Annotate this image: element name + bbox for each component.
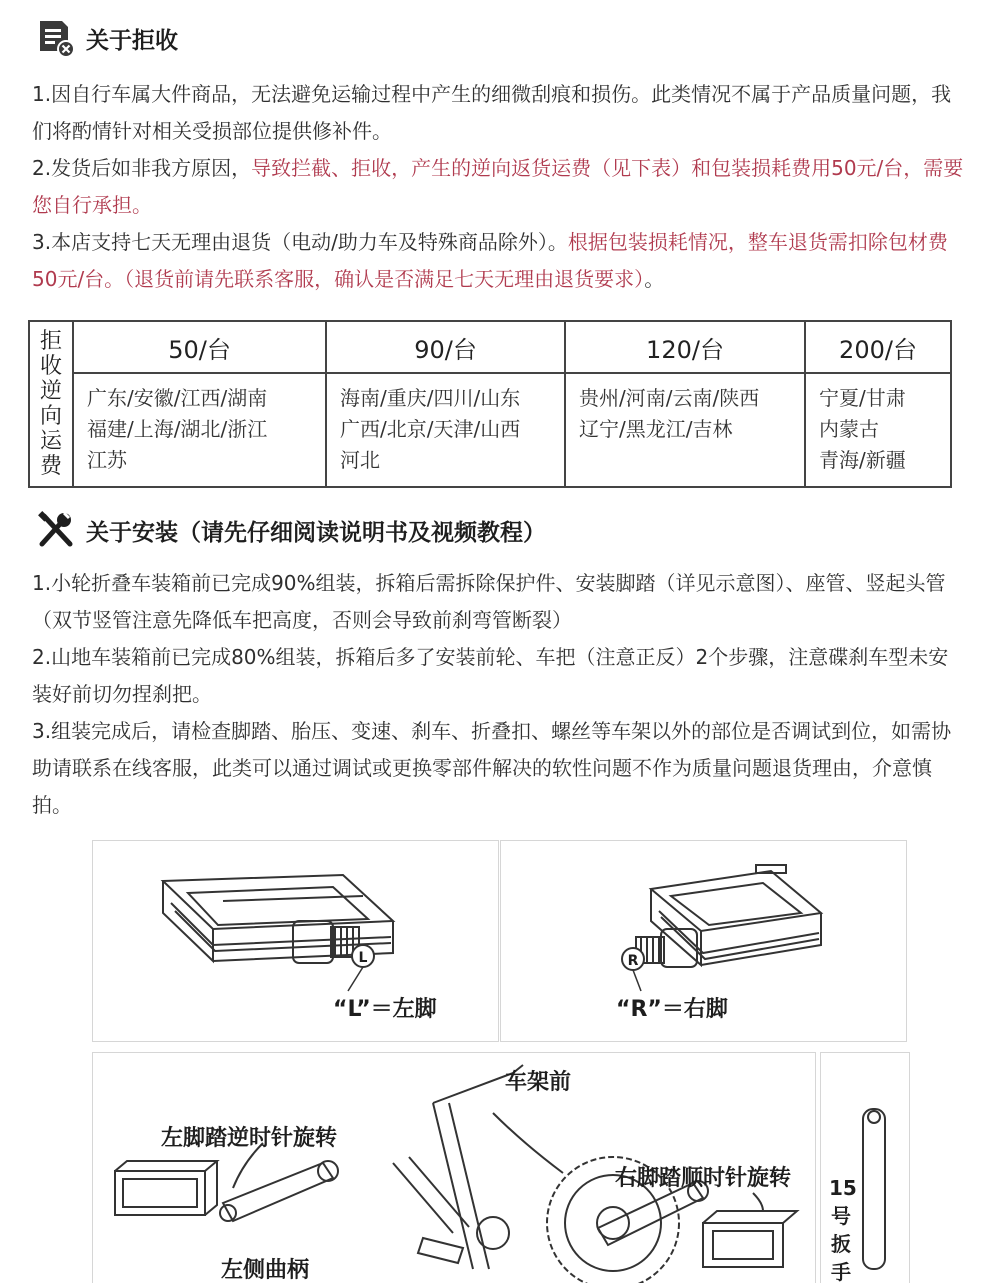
regions-cell-90 [326, 373, 565, 487]
wrench-panel [820, 1052, 910, 1283]
side-char: 向 [39, 404, 62, 429]
region-line: 海南/重庆/四川/山东 [340, 386, 521, 410]
region-line: 辽宁/黑龙江/吉林 [579, 417, 733, 441]
right-pedal-drawing [501, 841, 906, 1041]
install-paragraph-1: 1.小轮折叠车装箱前已完成90%组装，拆箱后需拆除保护件、安装脚踏（详见示意图）、座管、竖起头管（双节竖管注意先降低车把高度，否则会导致前刹弯管断裂） [32, 571, 946, 632]
crank-install-panel [92, 1052, 816, 1283]
rejection-p3-highlight: 根据包装损耗情况，整车退货需扣除包材费50元/台。（退货前请先联系客服，确认是否满足七天无理由退货要求） [32, 230, 948, 291]
price-header-120: 120/台 [565, 321, 805, 373]
side-char: 拒 [39, 329, 62, 354]
side-char: 费 [39, 454, 62, 479]
left-pedal-drawing [93, 841, 498, 1041]
frame-front-label: 车架前 [505, 1070, 572, 1095]
wrench-label-4: 手 [831, 1260, 851, 1283]
left-pedal-caption: “L”＝左脚 [333, 997, 437, 1022]
install-paragraph-2: 2.山地车装箱前已完成80%组装，拆箱后多了安装前轮、车把（注意正反）2个步骤，注意碟刹车型未安装好前切勿捏刹把。 [32, 645, 949, 706]
left-rotate-label: 左脚踏逆时针旋转 [161, 1126, 338, 1151]
region-line: 内蒙古 [819, 417, 879, 441]
rejection-p3-normal: 3.本店支持七天无理由退货（电动/助力车及特殊商品除外）。 [32, 230, 568, 254]
install-heading [36, 510, 546, 550]
region-line: 河北 [340, 448, 380, 472]
rejection-p2-normal: 2.发货后如非我方原因， [32, 156, 252, 180]
region-line: 江苏 [87, 448, 127, 472]
price-header-90: 90/台 [326, 321, 565, 373]
side-char: 收 [39, 354, 62, 379]
regions-cell-120 [565, 373, 805, 487]
rejection-paragraph-2 [32, 150, 967, 224]
wrench-drawing [821, 1053, 909, 1283]
right-pedal-mark: R [627, 953, 639, 969]
price-header-50: 50/台 [73, 321, 326, 373]
rejection-p2-highlight: 导致拦截、拒收，产生的逆向返货运费（见下表）和包装损耗费用50元/台，需要您自行承担。 [32, 156, 964, 217]
rejection-p3-end: 。 [644, 267, 665, 291]
wrench-label-2: 号 [831, 1204, 851, 1228]
left-crank-label: 左侧曲柄 [221, 1258, 310, 1283]
left-pedal-mark: L [358, 950, 368, 966]
side-char: 运 [39, 429, 62, 454]
wrench-label-1: 15 [829, 1176, 857, 1200]
install-paragraph-3: 3.组装完成后，请检查脚踏、胎压、变速、刹车、折叠扣、螺丝等车架以外的部位是否调试到位，如需协助请联系在线客服，此类可以通过调试或更换零部件解决的软性问题不作为质量问题退货理由，介意慎拍。 [32, 719, 952, 817]
region-line: 福建/上海/湖北/浙江 [87, 417, 268, 441]
side-char: 逆 [39, 379, 62, 404]
crank-install-drawing [93, 1053, 815, 1283]
rejection-heading [36, 18, 178, 58]
wrench-label-3: 扳 [831, 1232, 851, 1256]
regions-cell-50 [73, 373, 326, 487]
price-header-200: 200/台 [805, 321, 951, 373]
table-side-label [29, 321, 73, 487]
region-line: 贵州/河南/云南/陕西 [579, 386, 760, 410]
right-pedal-caption: “R”＝右脚 [616, 997, 728, 1022]
install-title: 关于安装（请先仔细阅读说明书及视频教程） [86, 519, 546, 546]
right-pedal-panel [500, 840, 907, 1042]
rejection-title: 关于拒收 [86, 27, 178, 54]
region-line: 广东/安徽/江西/湖南 [87, 386, 268, 410]
right-rotate-label: 右脚踏顺时针旋转 [615, 1166, 792, 1191]
tools-icon [36, 510, 76, 550]
return-shipping-table [28, 320, 952, 488]
document-reject-icon [36, 18, 76, 58]
region-line: 宁夏/甘肃 [819, 386, 906, 410]
left-pedal-panel [92, 840, 499, 1042]
rejection-paragraph-1: 1.因自行车属大件商品，无法避免运输过程中产生的细微刮痕和损伤。此类情况不属于产品质量问题，我们将酌情针对相关受损部位提供修补件。 [32, 82, 952, 143]
rejection-paragraph-3 [32, 224, 967, 298]
region-line: 青海/新疆 [819, 448, 906, 472]
region-line: 广西/北京/天津/山西 [340, 417, 521, 441]
regions-cell-200 [805, 373, 951, 487]
